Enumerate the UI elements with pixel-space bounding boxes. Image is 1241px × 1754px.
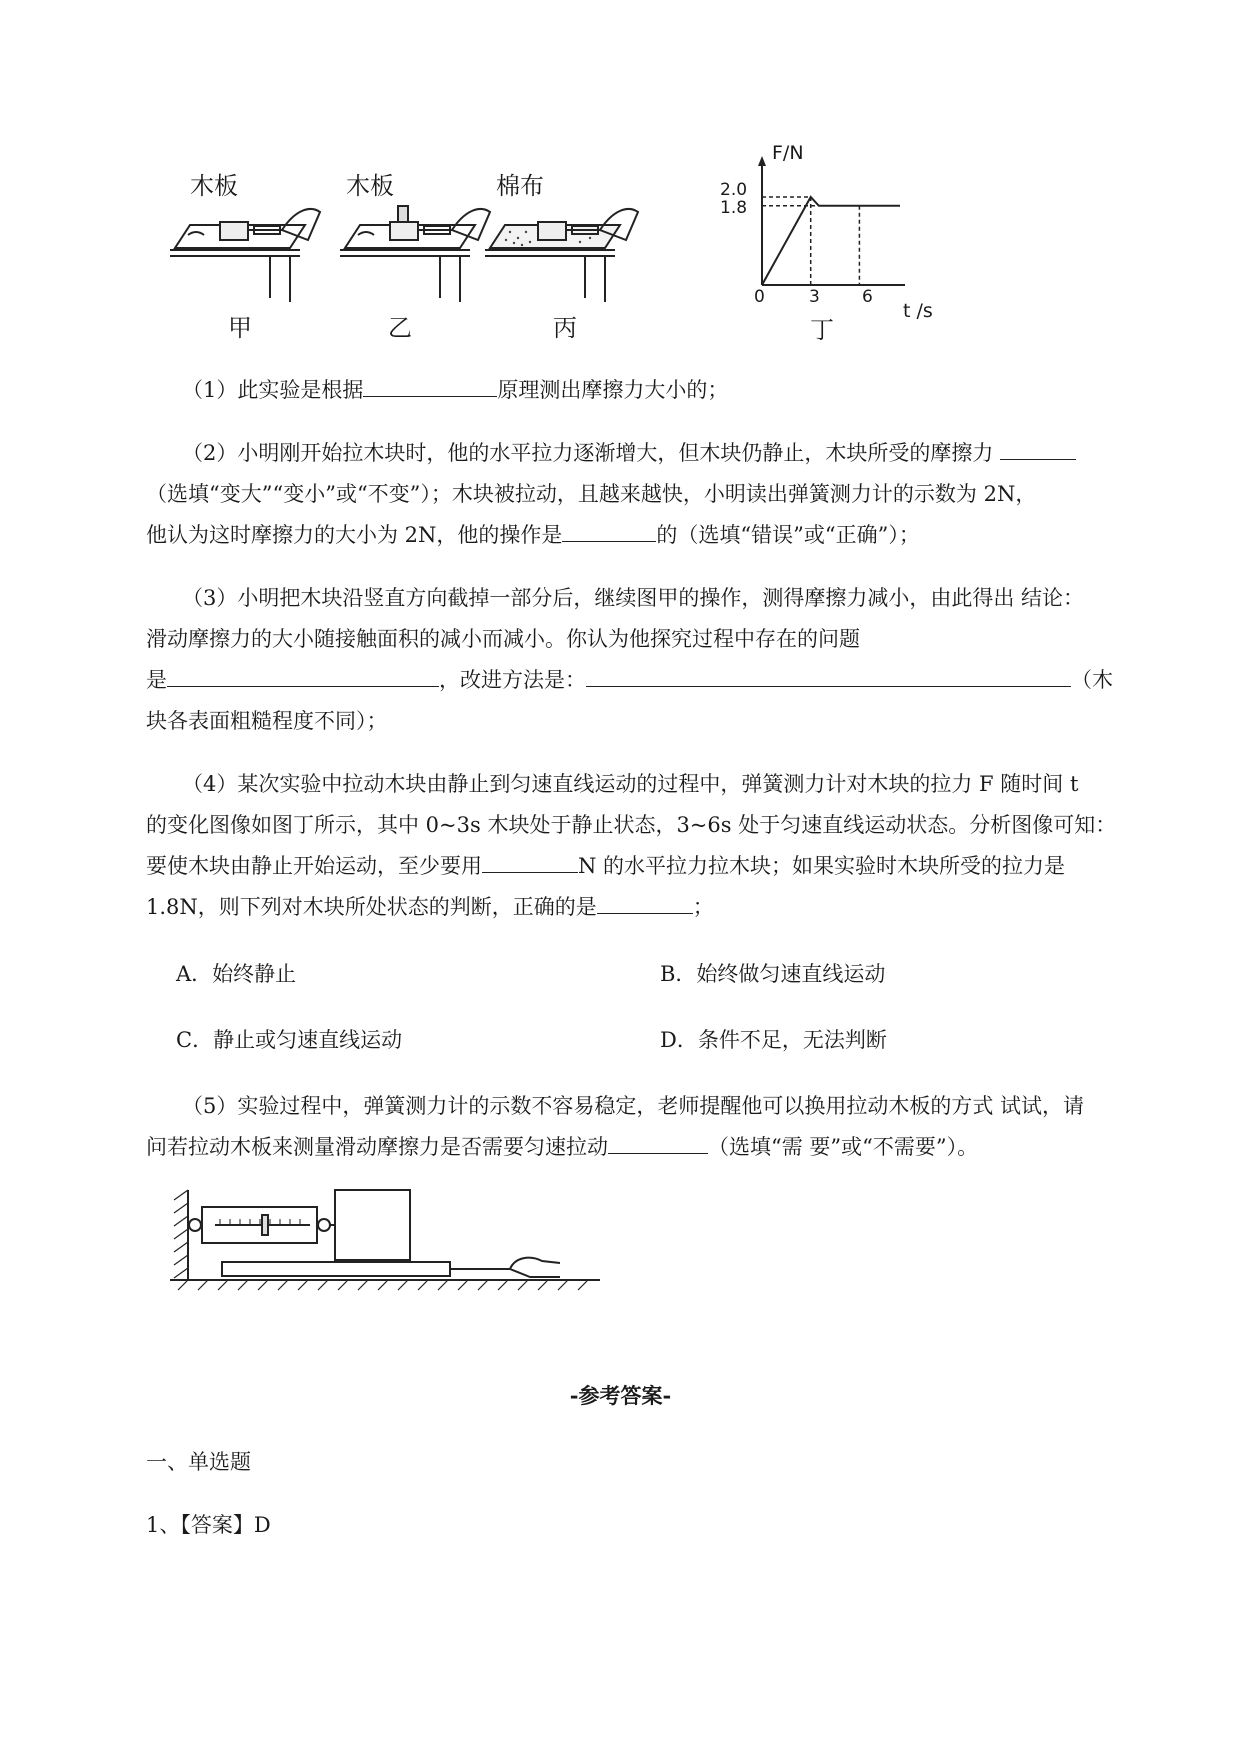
apparatus-drawing [170,150,730,340]
question-4-line-1: （4）某次实验中拉动木块由静止到匀速直线运动的过程中，弹簧测力计对木块的拉力 F 随时间 t [182,772,1079,796]
q4-blank-2[interactable] [597,912,693,914]
scale-hook-right [318,1219,330,1231]
q1-blank[interactable] [363,395,497,397]
y-axis-arrow [758,156,766,166]
floor-hatch [178,1280,588,1290]
setup-yi [340,206,490,302]
y-tick-2-0: 2.0 [720,180,748,200]
q4-blank-1[interactable] [482,871,578,873]
answers-title: -参考答案- [569,1383,672,1408]
q1-text-b: 原理测出摩擦力大小的； [497,378,729,402]
x-tick-6: 6 [862,287,873,307]
x-tick-3: 3 [809,287,820,307]
question-5-line-1: （5）实验过程中，弹簧测力计的示数不容易稳定，老师提醒他可以换用拉动木板的方式 试试，请 [182,1094,1085,1118]
question-4-line-4 [146,887,1156,928]
answer-item-1: 1、【答案】D [146,1513,271,1537]
force-curve [762,197,900,285]
option-b[interactable]: B．始终做匀速直线运动 [660,962,886,986]
force-time-graph [720,142,940,344]
question-4-line-2: 的变化图像如图丁所示，其中 0~3s 木块处于静止状态，3~6s 处于匀速直线运动状态。分析图像可知： [146,813,1117,837]
option-c[interactable]: C．静止或匀速直线运动 [176,1028,403,1052]
question-3-line-2: 滑动摩擦力的大小随接触面积的减小而减小。你认为他探究过程中存在的问题 [146,627,860,651]
q2-blank-1[interactable] [1000,458,1076,460]
label-jia-top: 木板 [190,172,238,200]
q4-line-4a: 1.8N，则下列对木块所处状态的判断，正确的是 [146,895,597,919]
question-3-line-1: （3）小明把木块沿竖直方向截掉一部分后，继续图甲的操作，测得摩擦力减小，由此得出 结论： [182,586,1085,610]
question-4-line-3 [146,846,1156,887]
setup-jia [170,209,320,302]
wall-hatch [174,1190,188,1278]
hand [510,1258,560,1277]
q2-blank-2[interactable] [562,540,656,542]
option-a[interactable]: A．始终静止 [176,962,297,986]
q2-line-3b: 的（选填“错误”或“正确”）； [656,523,920,547]
block [335,1190,410,1260]
question-5-line-2 [146,1127,1156,1168]
x-tick-0: 0 [754,287,765,307]
q5-line-2a: 问若拉动木板来测量滑动摩擦力是否需要匀速拉动 [146,1135,608,1159]
board-pull-drawing [170,1185,600,1300]
q3-line-3c: （木 [1071,668,1113,692]
q3-blank-1[interactable] [167,685,439,687]
q2-line-3a: 他认为这时摩擦力的大小为 2N，他的操作是 [146,523,563,547]
label-jia: 甲 [228,314,252,342]
question-3-line-4: 块各表面粗糙程度不同）； [146,709,388,733]
q2-line-1: （2）小明刚开始拉木块时，他的水平拉力逐渐增大，但木块仍静止，木块所受的摩擦力 [182,441,994,465]
x-axis-label: t /s [903,300,933,322]
label-yi: 乙 [388,314,412,342]
question-1 [146,370,1192,411]
q3-line-3b: ，改进方法是： [439,668,586,692]
y-tick-1-8: 1.8 [720,198,748,218]
board [222,1262,450,1276]
label-ding: 丁 [810,316,834,344]
q4-line-3a: 要使木块由静止开始运动，至少要用 [146,854,482,878]
q4-line-3b: N 的水平拉力拉木块；如果实验时木块所受的拉力是 [578,854,1066,878]
q3-blank-2[interactable] [586,685,1071,687]
option-d[interactable]: D．条件不足，无法判断 [660,1028,887,1052]
question-2-line-1 [146,433,1192,474]
label-bing: 丙 [553,314,577,342]
q3-line-3a: 是 [146,668,167,692]
label-bing-top: 棉布 [496,172,544,200]
y-axis-label: F/N [772,142,804,164]
answers-section-heading: 一、单选题 [146,1450,251,1474]
question-2-line-2: （选填“变大”“变小”或“不变”）；木块被拉动，且越来越快，小明读出弹簧测力计的示数为 2N， [146,482,1037,506]
label-yi-top: 木板 [346,172,394,200]
q4-line-4b: ； [692,895,714,919]
board-pull-figure [170,1185,600,1300]
q5-line-2b: （选填“需 要”或“不需要”）。 [708,1135,979,1159]
setup-bing [485,209,638,302]
q1-text-a: （1）此实验是根据 [182,378,364,402]
scale-hook-left [189,1219,201,1231]
question-2-line-3 [146,515,1156,556]
question-3-line-3 [146,660,1156,701]
q5-blank[interactable] [608,1152,708,1154]
apparatus-figure [170,150,730,340]
